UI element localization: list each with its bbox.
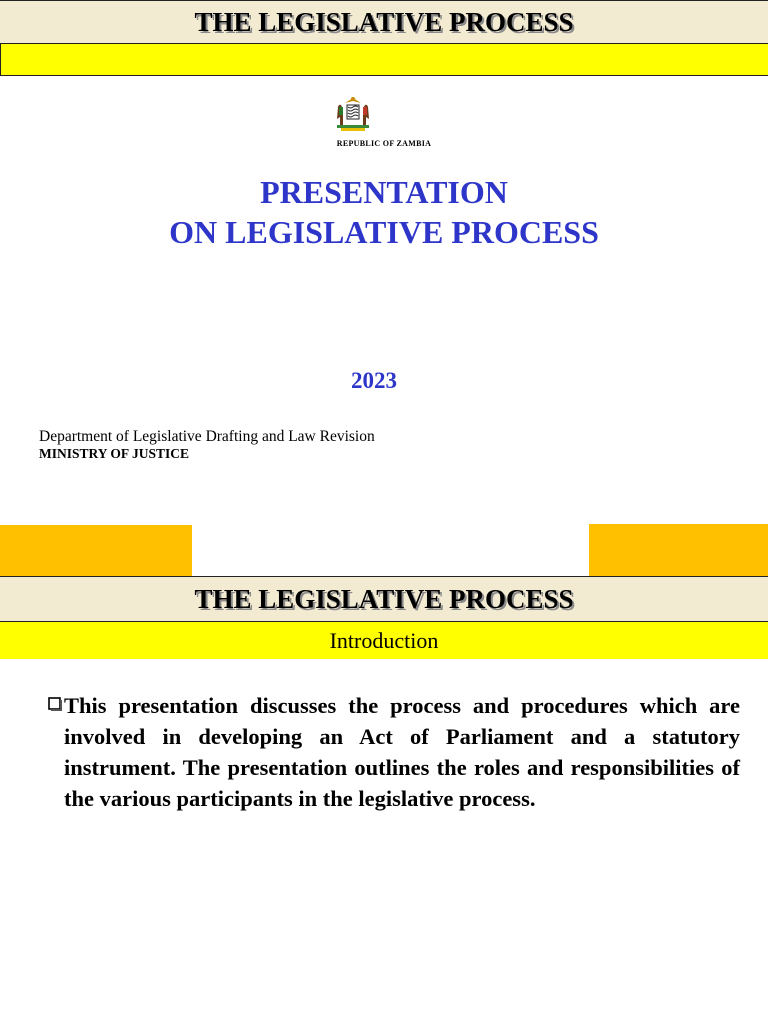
slide1-yellow-band [0, 44, 768, 76]
bullet-point [48, 690, 740, 814]
presentation-year: 2023 [351, 368, 397, 393]
checkbox-bullet-icon [48, 697, 62, 711]
presentation-title-line2: ON LEGISLATIVE PROCESS [169, 214, 599, 250]
ministry-name: MINISTRY OF JUSTICE [39, 446, 190, 461]
orange-block-right [589, 524, 768, 576]
slide1-header-title: THE LEGISLATIVE PROCESS [194, 7, 574, 37]
orange-block-left [0, 525, 192, 576]
slide2-section-band [0, 622, 768, 659]
bullet-text: This presentation discusses the process and procedures which are involved in developing an Act of Parliament and a statutory instrument. The presentation outlines the roles and responsibilities of the various participants in the legislative process. [64, 693, 740, 811]
section-label: Introduction [329, 628, 439, 653]
presentation-title-line1: PRESENTATION [260, 174, 508, 210]
slide2-header-bar [0, 576, 768, 622]
department-name: Department of Legislative Drafting and Law Revision [39, 428, 375, 445]
presentation-title [0, 172, 768, 252]
coat-of-arms-icon [333, 95, 373, 133]
country-label: REPUBLIC OF ZAMBIA [336, 139, 432, 148]
slide2-header-title: THE LEGISLATIVE PROCESS [194, 584, 574, 614]
slide1-header-bar [0, 0, 768, 44]
